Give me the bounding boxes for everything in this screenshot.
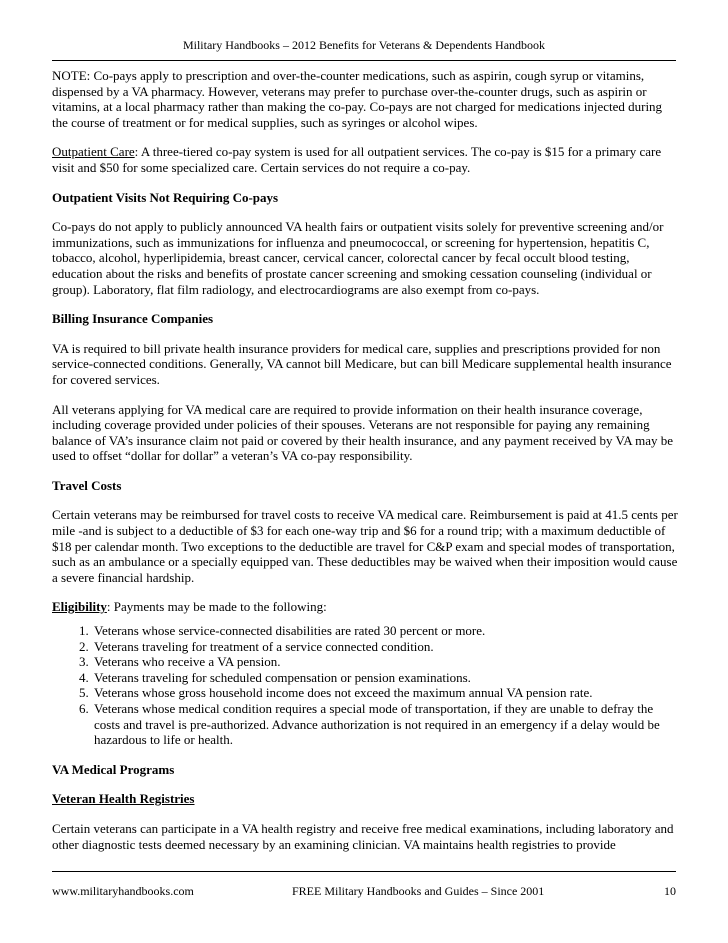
eligibility-list bbox=[52, 623, 680, 748]
footer-tagline: FREE Military Handbooks and Guides – Since 2001 bbox=[292, 884, 545, 898]
list-item: 4. Veterans traveling for scheduled compensation or pension examinations. bbox=[92, 670, 680, 686]
registries-heading: Veteran Health Registries bbox=[52, 791, 195, 807]
travel-paragraph: Certain veterans may be reimbursed for travel costs to receive VA medical care. Reimbursement is paid at 41.5 cents per mile -and is subject to a deductible of $3 for each one-way trip and $6 for a round trip; with a maximum deductible of $18 per calendar month. Two exceptions to the deductible are travel for C&P exam and special modes of transportation, such as an ambulance or a specially equipped van. These deductibles may be waived when their imposition would cause a severe financial hardship. bbox=[52, 507, 678, 585]
eligibility-intro bbox=[52, 599, 680, 615]
travel-heading: Travel Costs bbox=[52, 477, 122, 493]
list-item: 6. Veterans whose medical condition requires a special mode of transportation, if they are unable to defray the costs and travel is pre-authorized. Advance authorization is not required in an emergency if a delay would be hazardous to life or health. bbox=[92, 701, 680, 748]
list-item: 3. Veterans who receive a VA pension. bbox=[92, 654, 680, 670]
outpatient-paragraph bbox=[52, 144, 680, 175]
footer-rule bbox=[52, 871, 676, 872]
list-item: 1. Veterans whose service-connected disabilities are rated 30 percent or more. bbox=[92, 623, 680, 639]
list-item: 2. Veterans traveling for treatment of a service connected condition. bbox=[92, 639, 680, 655]
no-copay-paragraph: Co-pays do not apply to publicly announced VA health fairs or outpatient visits solely for preventive screening and/or immunizations, such as immunizations for influenza and pneumococcal, or screening for hypertension, hepatitis C, tobacco, alcohol, hyperlipidemia, breast cancer, cervical cancer, colorectal cancer by fecal occult blood testing, education about the risks and benefits of prostate cancer screening and smoking cessation counseling (individual or group). Laboratory, flat film radiology, and electrocardiograms are also exempt from co-pays. bbox=[52, 219, 664, 297]
list-item: 5. Veterans whose gross household income does not exceed the maximum annual VA pension rate. bbox=[92, 685, 680, 701]
page-header: Military Handbooks – 2012 Benefits for Veterans & Dependents Handbook bbox=[182, 38, 546, 52]
eligibility-label: Eligibility bbox=[52, 599, 107, 615]
billing-paragraph-2: All veterans applying for VA medical care are required to provide information on their health insurance coverage, including coverage provided under policies of their spouses. Veterans are not responsible for paying any remaining balance of VA’s insurance claim not paid or covered by their health insurance, and any payment received by VA may be used to offset “dollar for dollar” a veteran’s VA co-pay responsibility. bbox=[52, 401, 674, 464]
registries-paragraph: Certain veterans can participate in a VA health registry and receive free medical examinations, including laboratory and other diagnostic tests deemed necessary by an examining clinician. VA maintains health registries to provide bbox=[52, 820, 674, 852]
header-rule bbox=[52, 60, 676, 61]
note-paragraph: NOTE: Co-pays apply to prescription and over-the-counter medications, such as aspirin, cough syrup or vitamins, dispensed by a VA pharmacy. However, veterans may prefer to purchase over-the-counter drugs, such as aspirin or vitamins, at a local pharmacy rather than making the co-pay. Co-pays are not charged for medications injected during the course of treatment or for medical supplies, such as syringes or alcohol wipes. bbox=[52, 68, 663, 130]
eligibility-text: : Payments may be made to the following: bbox=[106, 599, 327, 615]
footer-url: www.militaryhandbooks.com bbox=[52, 884, 194, 898]
no-copay-heading: Outpatient Visits Not Requiring Co-pays bbox=[52, 189, 279, 205]
outpatient-care-text: : A three-tiered co-pay system is used for all outpatient services. The co-pay is $15 for a primary care visit and $50 for some specialized care. Certain services do not require a co-pay. bbox=[52, 144, 662, 175]
billing-heading: Billing Insurance Companies bbox=[52, 311, 214, 327]
programs-heading: VA Medical Programs bbox=[52, 761, 175, 777]
page-number: 10 bbox=[664, 884, 676, 898]
billing-paragraph-1: VA is required to bill private health insurance providers for medical care, supplies and prescriptions provided for non service-connected conditions. Generally, VA cannot bill Medicare, but can bill Medicare supplemental health insurance for covered services. bbox=[52, 340, 672, 387]
outpatient-care-label: Outpatient Care bbox=[52, 144, 135, 160]
page-body bbox=[52, 68, 680, 866]
